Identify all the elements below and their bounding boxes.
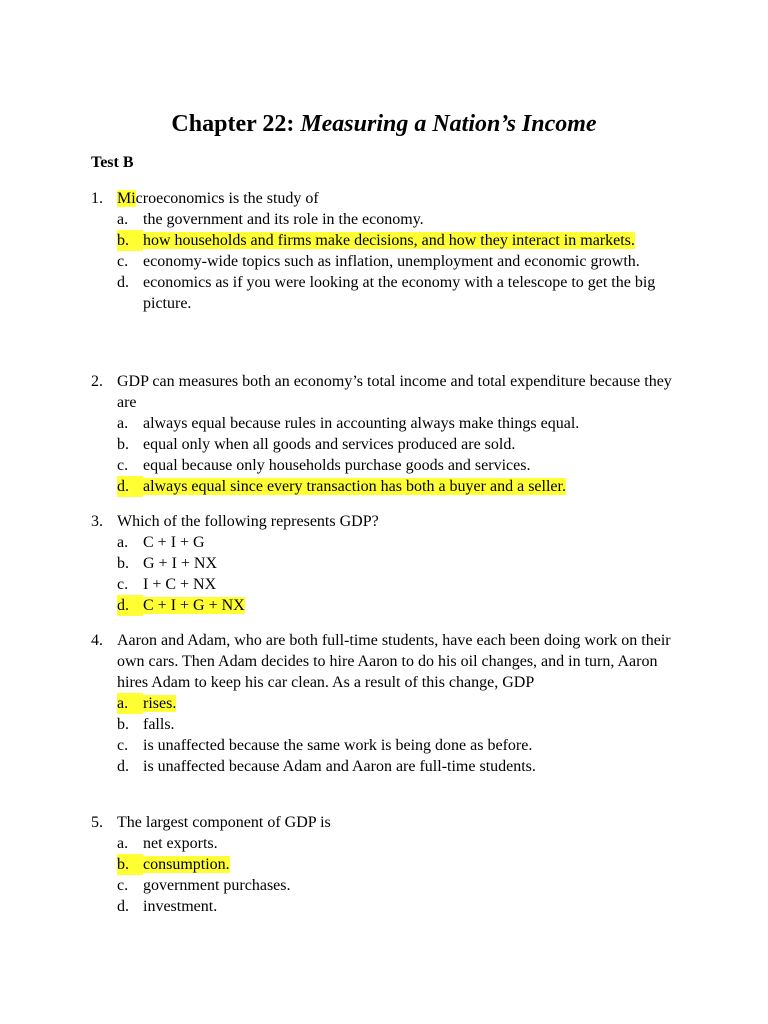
answer-choice xyxy=(117,595,691,616)
choice-letter: a. xyxy=(117,693,143,714)
choice-letter: a. xyxy=(117,415,129,432)
answer-choice xyxy=(117,875,691,896)
highlighted-answer: rises. xyxy=(143,695,177,712)
choice-text xyxy=(143,209,691,230)
question-text xyxy=(117,371,691,413)
question-4 xyxy=(91,630,691,777)
answer-choice xyxy=(117,434,691,455)
choice-text-span: equal only when all goods and services produced are sold. xyxy=(143,436,516,453)
choice-text-span: investment. xyxy=(143,898,218,915)
answer-choice xyxy=(117,230,691,251)
choice-text-span: economics as if you were looking at the economy with a telescope to get the big picture. xyxy=(143,274,656,312)
choice-text xyxy=(143,693,691,714)
answer-choice xyxy=(117,756,691,777)
answer-choice xyxy=(117,476,691,497)
choice-text xyxy=(143,251,691,272)
choice-text-span: G + I + NX xyxy=(143,555,218,572)
choice-letter: a. xyxy=(117,835,129,852)
question-3 xyxy=(91,511,691,616)
answer-choice xyxy=(117,532,691,553)
choice-text-span: is unaffected because the same work is being done as before. xyxy=(143,737,533,754)
choice-text xyxy=(143,476,691,497)
choice-letter: d. xyxy=(117,595,143,616)
answer-choice xyxy=(117,251,691,272)
choice-letter: b. xyxy=(117,716,129,733)
question-text xyxy=(117,630,691,693)
choice-text-span: is unaffected because Adam and Aaron are full-time students. xyxy=(143,758,536,775)
answer-choice xyxy=(117,714,691,735)
question-number: 1. xyxy=(91,190,103,207)
choice-text xyxy=(143,735,691,756)
highlighted-answer: C + I + G + NX xyxy=(143,597,245,614)
answer-choice xyxy=(117,574,691,595)
choice-letter: d. xyxy=(117,476,143,497)
question-number: 3. xyxy=(91,513,103,530)
choice-text xyxy=(143,553,691,574)
choice-letter: b. xyxy=(117,555,129,572)
choice-text-span: economy-wide topics such as inflation, unemployment and economic growth. xyxy=(143,253,640,270)
question-highlight: Mi xyxy=(117,190,136,207)
choice-text-span: always equal because rules in accounting always make things equal. xyxy=(143,415,580,432)
choice-text-span: the government and its role in the economy. xyxy=(143,211,424,228)
choice-text-span: net exports. xyxy=(143,835,218,852)
answer-choice xyxy=(117,413,691,434)
answer-choice xyxy=(117,693,691,714)
choice-list xyxy=(117,693,691,777)
choice-letter: c. xyxy=(117,737,129,754)
choice-letter: b. xyxy=(117,230,143,251)
choice-text xyxy=(143,875,691,896)
choice-text-span: government purchases. xyxy=(143,877,291,894)
question-number: 5. xyxy=(91,814,103,831)
question-text xyxy=(117,812,691,833)
choice-letter: c. xyxy=(117,457,129,474)
choice-letter: c. xyxy=(117,253,129,270)
choice-text xyxy=(143,434,691,455)
choice-text xyxy=(143,574,691,595)
page-title xyxy=(0,110,768,138)
choice-letter: a. xyxy=(117,211,129,228)
question-text-rest: croeconomics is the study of xyxy=(135,190,319,207)
choice-text-span: I + C + NX xyxy=(143,576,217,593)
highlighted-answer: always equal since every transaction has both a buyer and a seller. xyxy=(143,478,566,495)
answer-choice xyxy=(117,272,691,314)
answer-choice xyxy=(117,553,691,574)
choice-text xyxy=(143,896,691,917)
answer-choice xyxy=(117,833,691,854)
choice-text xyxy=(143,532,691,553)
question-text xyxy=(117,511,691,532)
answer-choice xyxy=(117,455,691,476)
choice-text xyxy=(143,756,691,777)
choice-letter: d. xyxy=(117,898,129,915)
choice-list xyxy=(117,532,691,616)
choice-letter: c. xyxy=(117,877,129,894)
choice-text xyxy=(143,833,691,854)
answer-choice xyxy=(117,209,691,230)
choice-list xyxy=(117,833,691,917)
question-text-rest: Which of the following represents GDP? xyxy=(117,513,379,530)
choice-text xyxy=(143,230,691,251)
choice-list xyxy=(117,209,691,314)
question-text-rest: GDP can measures both an economy’s total income and total expenditure because they are xyxy=(117,373,672,411)
choice-text-span: C + I + G xyxy=(143,534,205,551)
answer-choice xyxy=(117,896,691,917)
choice-text xyxy=(143,595,691,616)
choice-letter: b. xyxy=(117,854,143,875)
choice-letter: d. xyxy=(117,274,129,291)
question-number: 4. xyxy=(91,632,103,649)
choice-text-span: equal because only households purchase goods and services. xyxy=(143,457,531,474)
choice-text xyxy=(143,455,691,476)
test-label: Test B xyxy=(91,154,134,171)
question-2 xyxy=(91,371,691,497)
question-1 xyxy=(91,188,691,314)
answer-choice xyxy=(117,735,691,756)
choice-letter: d. xyxy=(117,758,129,775)
choice-letter: c. xyxy=(117,576,129,593)
choice-text xyxy=(143,413,691,434)
choice-list xyxy=(117,413,691,497)
choice-letter: b. xyxy=(117,436,129,453)
question-text-rest: The largest component of GDP is xyxy=(117,814,331,831)
title-prefix: Chapter 22: xyxy=(171,111,301,137)
title-italic: Measuring a Nation’s Income xyxy=(300,111,597,137)
highlighted-answer: how households and firms make decisions, and how they interact in markets. xyxy=(143,232,635,249)
highlighted-answer: consumption. xyxy=(143,856,230,873)
question-number: 2. xyxy=(91,373,103,390)
choice-text-span: falls. xyxy=(143,716,175,733)
choice-text xyxy=(143,714,691,735)
answer-choice xyxy=(117,854,691,875)
question-text-rest: Aaron and Adam, who are both full-time students, have each been doing work on their own cars. Then Adam decides to hire Aaron to do his oil changes, and in turn, Aaron hires Adam to keep his car clean. As a result of this change, GDP xyxy=(117,632,671,691)
choice-text xyxy=(143,854,691,875)
choice-letter: a. xyxy=(117,534,129,551)
choice-text xyxy=(143,272,691,314)
question-5 xyxy=(91,812,691,917)
question-text xyxy=(117,188,691,209)
